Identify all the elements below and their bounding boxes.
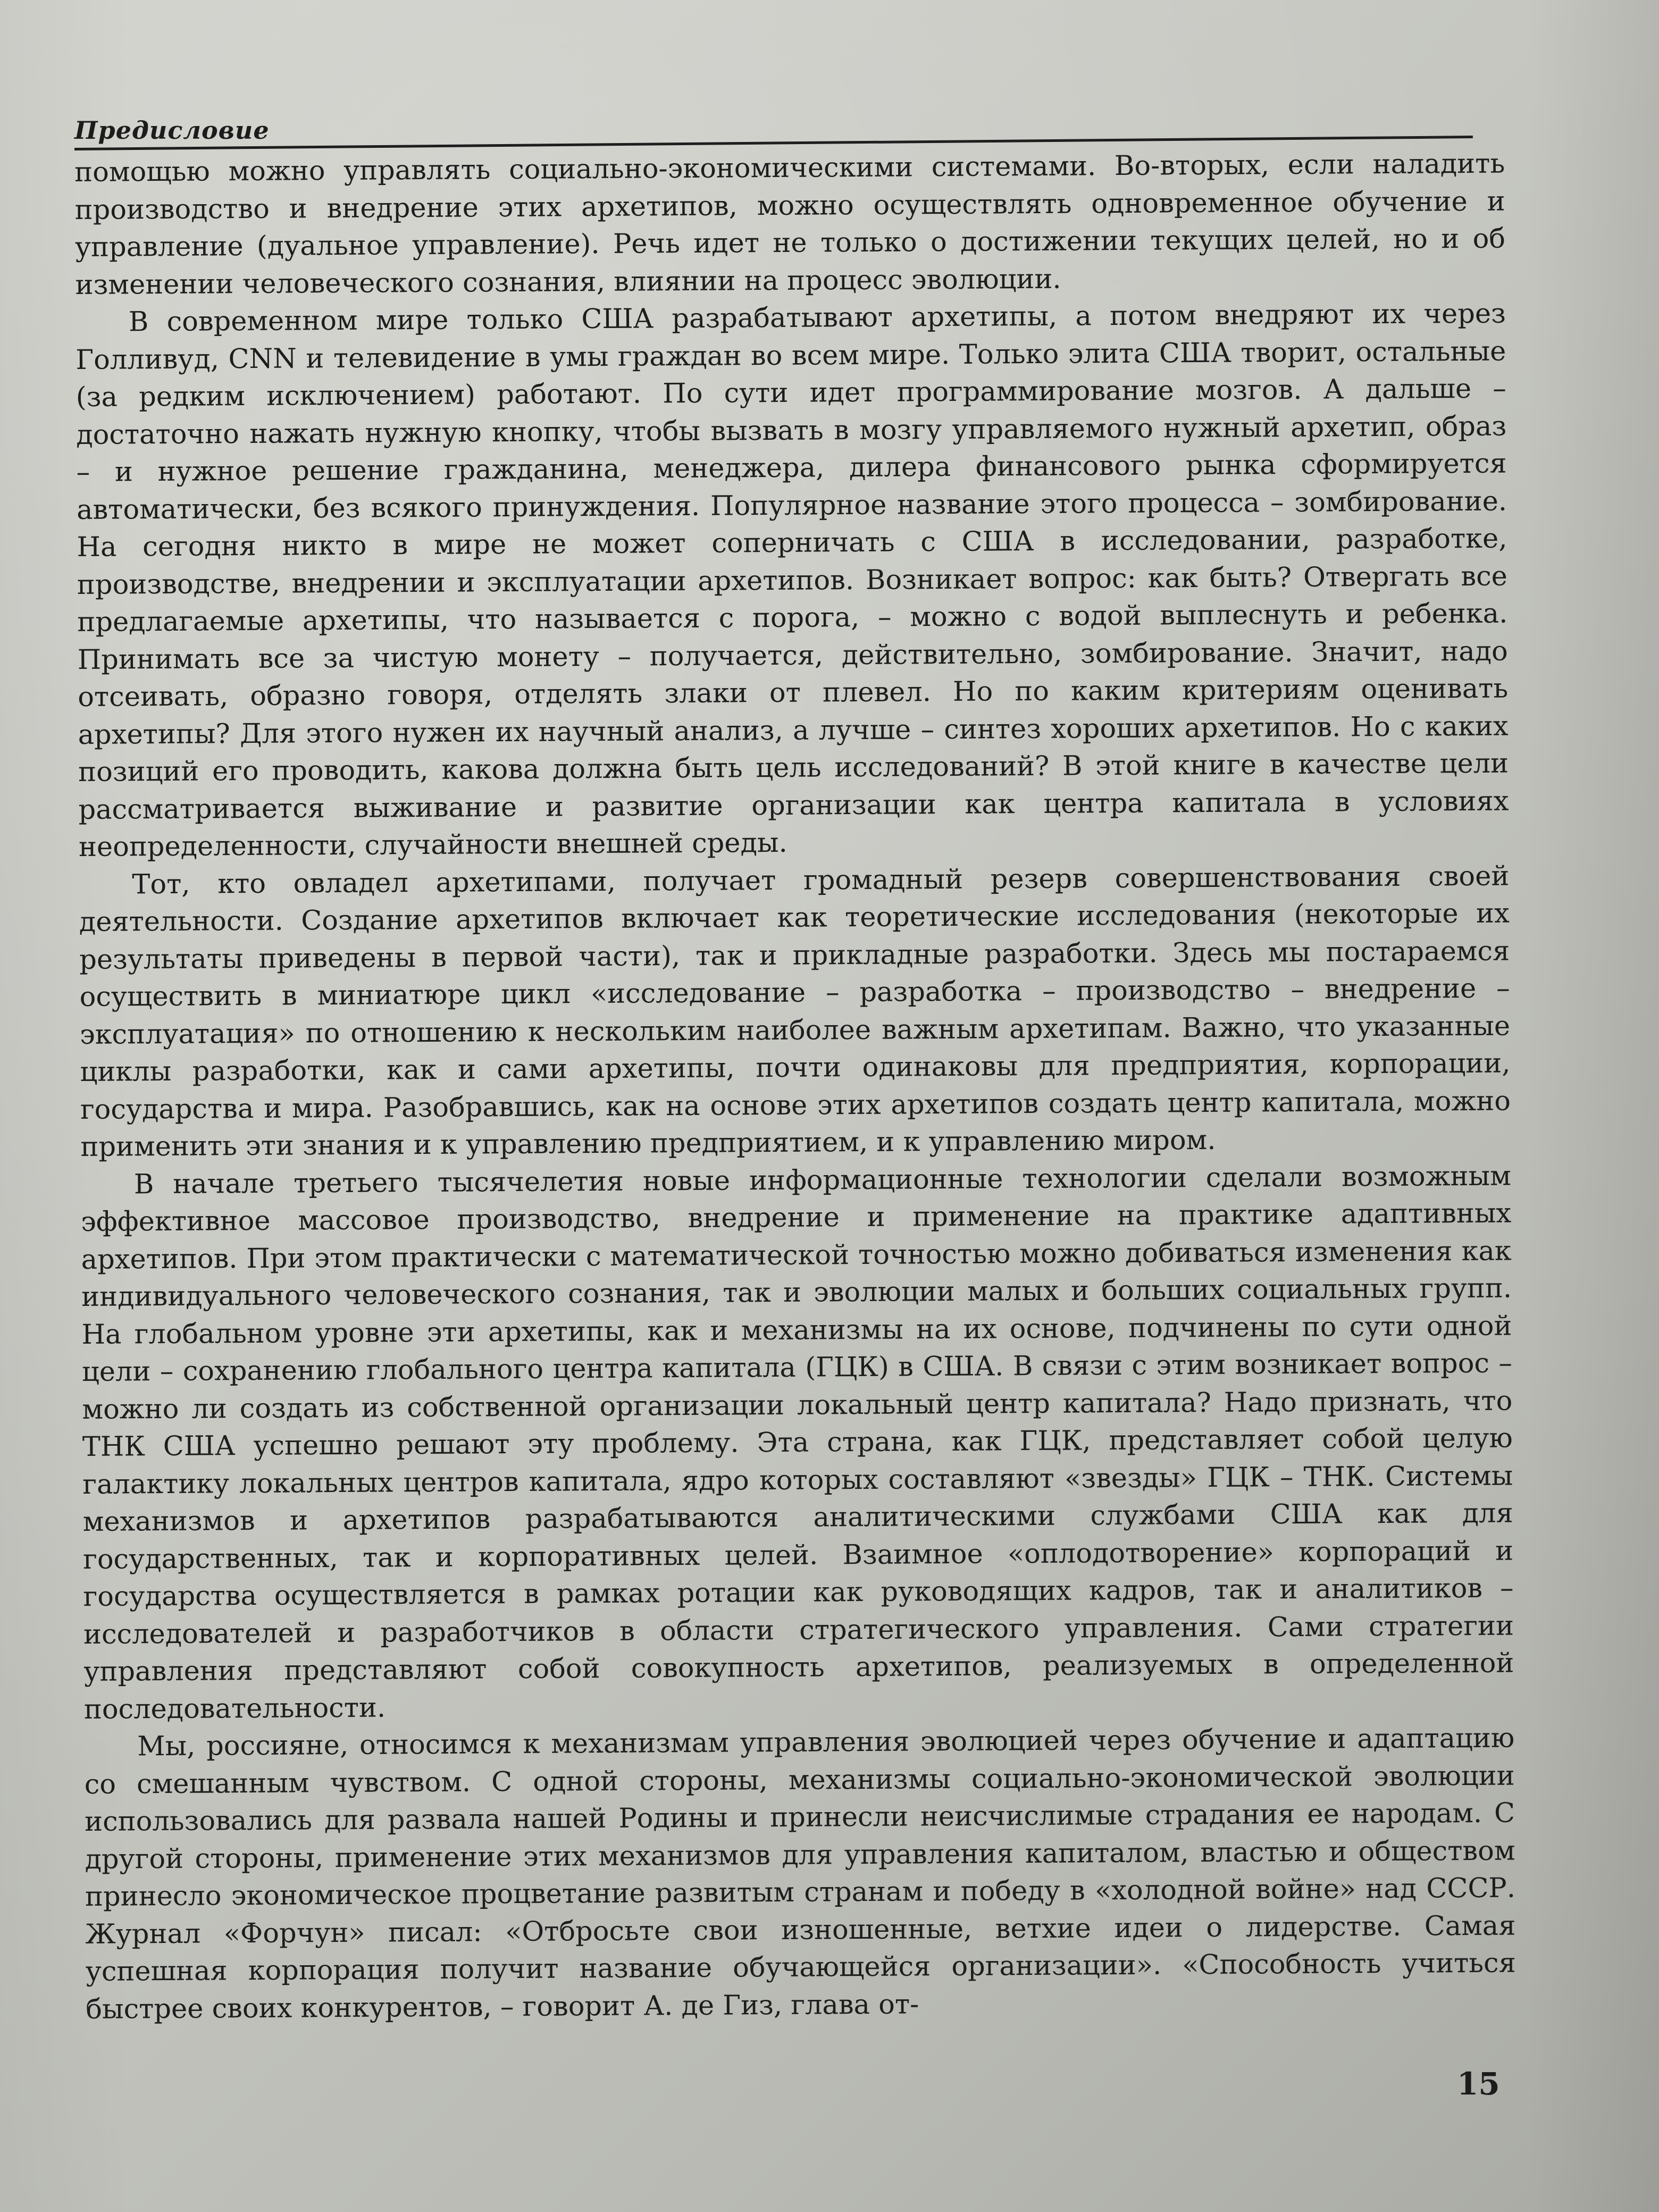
page-number: 15 bbox=[1457, 2066, 1500, 2102]
paragraph-3: Тот, кто овладел архетипами, получает громадный резерв совершенствования своей деятельности. Создание архетипов включает как теоретические исследования (некоторые их результаты приведены в первой части), так и прикладные разработки. Здесь мы постараемся осуществить в миниатюре цикл «исследование – разработка – производство – внедрение – эксплуатация» по отношению к нескольким наиболее важным архетипам. Важно, что указанные циклы разработки, как и сами архетипы, почти одинаковы для предприятия, корпорации, государства и мира. Разобравшись, как на основе этих архетипов создать центр капитала, можно применить эти знания и к управлению предприятием, и к управлению миром. bbox=[79, 860, 1511, 1163]
body-text bbox=[74, 146, 1516, 2029]
paragraph-1: помощью можно управлять социально-экономическими системами. Во-вторых, если наладить производство и внедрение этих архетипов, можно осуществлять одновременное обучение и управление (дуальное управление). Речь идет не только о достижении текущих целей, но и об изменении человеческого сознания, влиянии на процесс эволюции. bbox=[74, 148, 1506, 301]
paragraph-5: Мы, россияне, относимся к механизмам управления эволюцией через обучение и адаптацию со смешанным чувством. С одной стороны, механизмы социально-экономической эволюции использовались для развала нашей Родины и принесли неисчислимые страдания ее народам. С другой стороны, применение этих механизмов для управления капиталом, властью и обществом принесло экономическое процветание развитым странам и победу в «холодной войне» над СССР. Журнал «Форчун» писал: «Отбросьте свои изношенные, ветхие идеи о лидерстве. Самая успешная корпорация получит название обучающейся организации». «Способность учиться быстрее своих конкурентов, – говорит А. де Гиз, глава от- bbox=[84, 1722, 1516, 2025]
paragraph-2: В современном мире только США разрабатывают архетипы, а потом внедряют их через Голливуд, CNN и телевидение в умы граждан во всем мире. Только элита США творит, остальные (за редким исключением) работают. По сути идет программирование мозгов. А дальше – достаточно нажать нужную кнопку, чтобы вызвать в мозгу управляемого нужный архетип, образ – и нужное решение гражданина, менеджера, дилера финансового рынка сформируется автоматически, без всякого принуждения. Популярное название этого процесса – зомбирование. На сегодня никто в мире не может соперничать с США в исследовании, разработке, производстве, внедрении и эксплуатации архетипов. Возникает вопрос: как быть? Отвергать все предлагаемые архетипы, что называется с порога, – можно с водой выплеснуть и ребенка. Принимать все за чистую монету – получается, действительно, зомбирование. Значит, надо отсеивать, образно говоря, отделять злаки от плевел. Но по каким критериям оценивать архетипы? Для этого нужен их научный анализ, а лучше – синтез хороших архетипов. Но с каких позиций его проводить, какова должна быть цель исследований? В этой книге в качестве цели рассматривается выживание и развитие организации как центра капитала в условиях неопределенности, случайности внешней среды. bbox=[76, 298, 1509, 863]
running-head: Предисловие bbox=[74, 116, 270, 145]
paragraph-4: В начале третьего тысячелетия новые информационные технологии сделали возможным эффективное массовое производство, внедрение и применение на практике адаптивных архетипов. При этом практически с математической точностью можно добиваться изменения как индивидуального человеческого сознания, так и эволюции малых и больших социальных групп. На глобальном уровне эти архетипы, как и механизмы на их основе, подчинены по сути одной цели – сохранению глобального центра капитала (ГЦК) в США. В связи с этим возникает вопрос – можно ли создать из собственной организации локальный центр капитала? Надо признать, что ТНК США успешно решают эту проблему. Эта страна, как ГЦК, представляет собой целую галактику локальных центров капитала, ядро которых составляют «звезды» ГЦК – ТНК. Системы механизмов и архетипов разрабатываются аналитическими службами США как для государственных, так и корпоративных целей. Взаимное «оплодотворение» корпораций и государства осуществляется в рамках ротации как руководящих кадров, так и аналитиков – исследователей и разработчиков в области стратегического управления. Сами стратегии управления представляют собой совокупность архетипов, реализуемых в определенной последовательности. bbox=[81, 1160, 1514, 1725]
